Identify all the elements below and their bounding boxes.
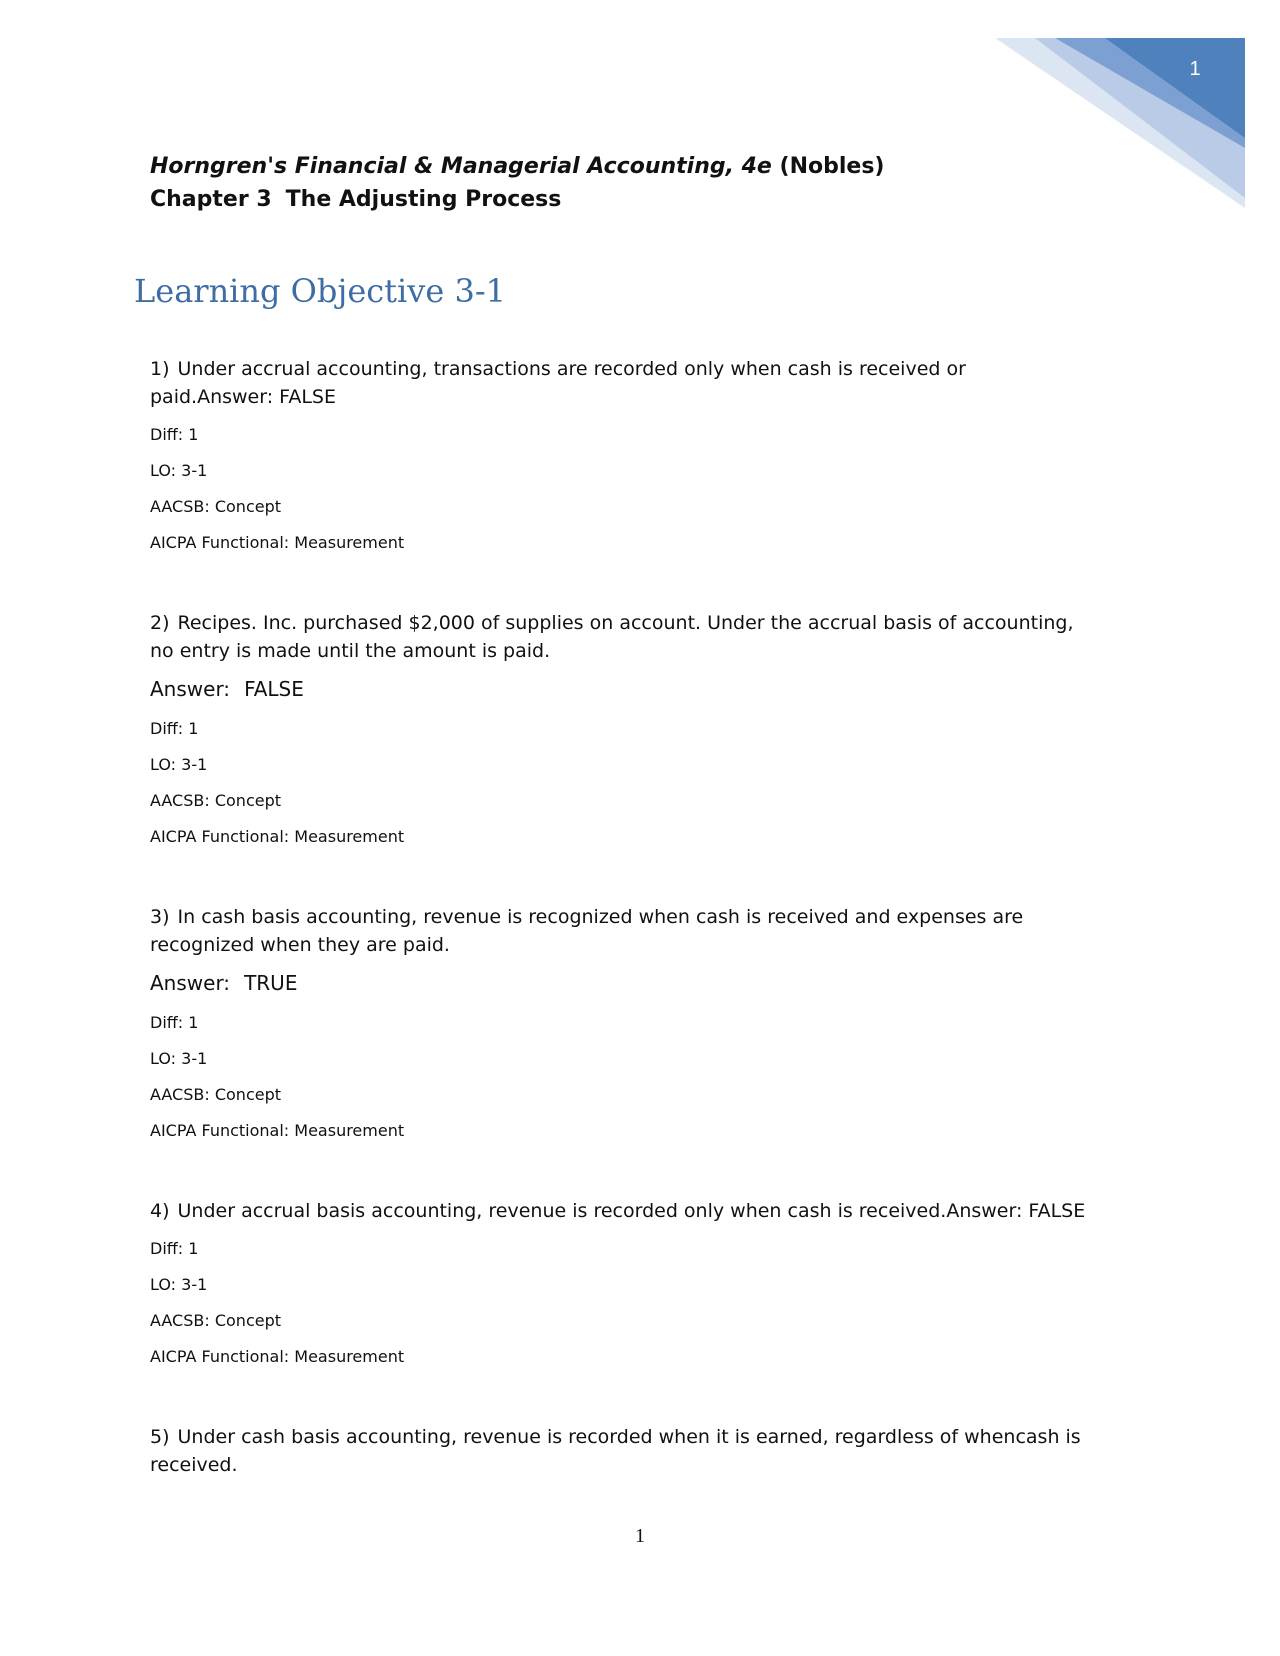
question-2: [150, 609, 1090, 847]
question-answer: [150, 969, 1090, 997]
answer-value: FALSE: [244, 677, 304, 701]
question-text: [150, 355, 1090, 411]
section-heading: Learning Objective 3-1: [134, 272, 506, 310]
question-body: Recipes. Inc. purchased $2,000 of supplies on account. Under the accrual basis of accounting, no entry is made until the amount is paid.: [150, 612, 1074, 662]
question-number: 2): [150, 612, 170, 634]
chapter-line: [150, 183, 1050, 216]
question-list: [150, 355, 1090, 1479]
question-lo: LO: 3-1: [150, 1049, 208, 1068]
question-aacsb: AACSB: Concept: [150, 1311, 282, 1330]
question-diff: Diff: 1: [150, 1239, 199, 1258]
question-5: [150, 1423, 1090, 1479]
question-body: Under cash basis accounting, revenue is recorded when it is earned, regardless of whencash is received.: [150, 1426, 1081, 1476]
question-number: 1): [150, 358, 170, 380]
question-1: [150, 355, 1090, 553]
question-aacsb: AACSB: Concept: [150, 1085, 282, 1104]
question-diff: Diff: 1: [150, 425, 199, 444]
question-aicpa: AICPA Functional: Measurement: [150, 1347, 405, 1366]
question-diff: Diff: 1: [150, 719, 199, 738]
question-aacsb: AACSB: Concept: [150, 497, 282, 516]
question-number: 4): [150, 1200, 170, 1222]
question-aacsb: AACSB: Concept: [150, 791, 282, 810]
question-body: Under accrual accounting, transactions are recorded only when cash is received or paid.Answer: FALSE: [150, 358, 966, 408]
book-title-line: [150, 150, 1050, 183]
question-text: [150, 1197, 1090, 1225]
book-author: (Nobles): [779, 154, 885, 179]
question-aicpa: AICPA Functional: Measurement: [150, 827, 405, 846]
question-answer: [150, 675, 1090, 703]
answer-value: TRUE: [244, 971, 298, 995]
question-4: [150, 1197, 1090, 1367]
answer-label: Answer:: [150, 677, 231, 701]
question-lo: LO: 3-1: [150, 461, 208, 480]
question-text: [150, 903, 1090, 959]
question-aicpa: AICPA Functional: Measurement: [150, 533, 405, 552]
chapter-label: Chapter 3: [150, 187, 272, 212]
question-number: 3): [150, 906, 170, 928]
question-lo: LO: 3-1: [150, 1275, 208, 1294]
question-lo: LO: 3-1: [150, 755, 208, 774]
corner-page-number: 1: [1189, 58, 1201, 80]
question-number: 5): [150, 1426, 170, 1448]
document-header: [150, 150, 1050, 216]
question-diff: Diff: 1: [150, 1013, 199, 1032]
chapter-title: The Adjusting Process: [285, 187, 562, 212]
footer-page-number: 1: [635, 1525, 645, 1547]
question-body: In cash basis accounting, revenue is recognized when cash is received and expenses are recognized when they are paid.: [150, 906, 1024, 956]
question-text: [150, 1423, 1090, 1479]
question-body: Under accrual basis accounting, revenue is recorded only when cash is received.Answer: FALSE: [177, 1200, 1086, 1222]
question-3: [150, 903, 1090, 1141]
question-aicpa: AICPA Functional: Measurement: [150, 1121, 405, 1140]
question-text: [150, 609, 1090, 665]
answer-label: Answer:: [150, 971, 231, 995]
book-title: Horngren's Financial & Managerial Accounting, 4e: [150, 154, 772, 179]
